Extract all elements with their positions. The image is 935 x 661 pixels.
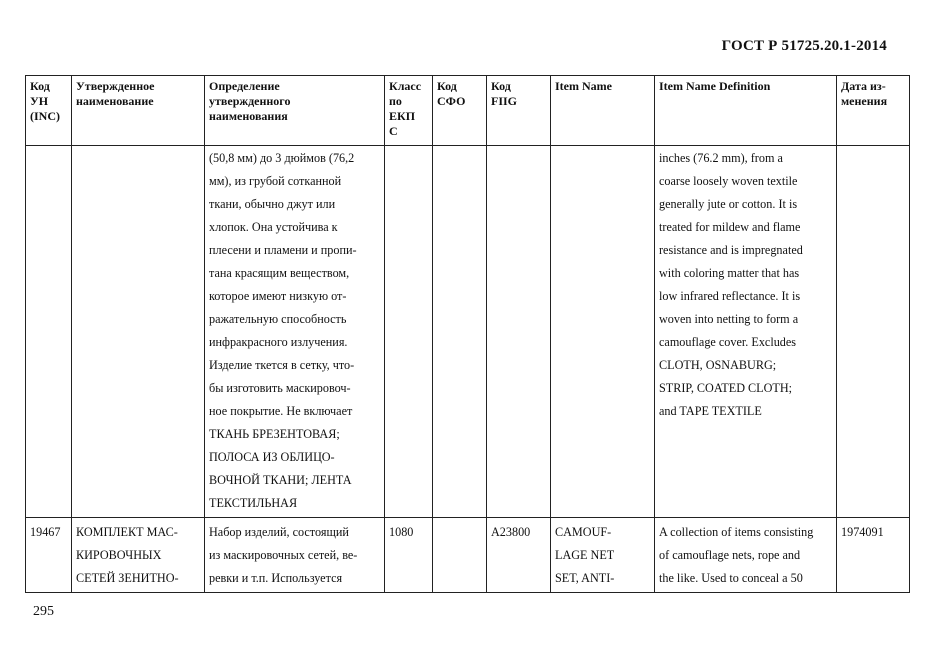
cell-change-date <box>837 146 910 518</box>
cell-line: КОМПЛЕКТ МАС- <box>76 525 178 539</box>
cell-definition-en <box>655 518 837 593</box>
cell-line: inches (76.2 mm), from a <box>659 151 783 165</box>
cell-line: из маскировочных сетей, ве- <box>209 548 358 562</box>
cell-line: 19467 <box>30 525 61 539</box>
header-line: Код <box>491 79 511 93</box>
header-definition-ru <box>205 76 385 146</box>
cell-line: CLOTH, OSNABURG; <box>659 358 777 372</box>
cell-line: 1080 <box>389 525 414 539</box>
header-line: Определение <box>209 79 280 93</box>
cell-line: and TAPE TEXTILE <box>659 404 762 418</box>
cell-line: ное покрытие. Не включает <box>209 404 353 418</box>
cell-line: SET, ANTI- <box>555 571 615 585</box>
cell-line: Набор изделий, состоящий <box>209 525 349 539</box>
header-line: наименование <box>76 94 154 108</box>
cell-line: тана красящим веществом, <box>209 266 350 280</box>
cell-line: A23800 <box>491 525 531 539</box>
header-line: наименования <box>209 109 288 123</box>
header-item-name <box>551 76 655 146</box>
cell-line: бы изготовить маскировоч- <box>209 381 351 395</box>
cell-definition-ru <box>205 146 385 518</box>
header-line: менения <box>841 94 888 108</box>
cell-line: 1974091 <box>841 525 884 539</box>
table-row <box>26 518 910 593</box>
cell-approved-name <box>72 146 205 518</box>
header-fiig <box>487 76 551 146</box>
cell-definition-en <box>655 146 837 518</box>
cell-line: treated for mildew and flame <box>659 220 801 234</box>
document-header: ГОСТ Р 51725.20.1-2014 <box>721 38 887 54</box>
cell-ekps-class <box>385 146 433 518</box>
cell-definition-ru <box>205 518 385 593</box>
header-line: Код <box>437 79 457 93</box>
table-row <box>26 146 910 518</box>
cell-line: Изделие ткется в сетку, что- <box>209 358 355 372</box>
header-item-name-definition <box>655 76 837 146</box>
cell-line: CAMOUF- <box>555 525 612 539</box>
cell-line: ткани, обычно джут или <box>209 197 336 211</box>
header-line: Дата из- <box>841 79 886 93</box>
cell-line: ревки и т.п. Используется <box>209 571 343 585</box>
cell-sfo-code <box>433 518 487 593</box>
cell-line: STRIP, COATED CLOTH; <box>659 381 793 395</box>
cell-ekps-class <box>385 518 433 593</box>
cell-line: with coloring matter that has <box>659 266 800 280</box>
header-line: СФО <box>437 94 466 108</box>
cell-fiig <box>487 146 551 518</box>
cell-line: хлопок. Она устойчива к <box>209 220 338 234</box>
cell-line: generally jute or cotton. It is <box>659 197 798 211</box>
cell-item-name <box>551 146 655 518</box>
cell-line: инфракрасного излучения. <box>209 335 348 349</box>
cell-approved-name <box>72 518 205 593</box>
header-line: УН <box>30 94 49 108</box>
header-line: утвержденного <box>209 94 291 108</box>
cell-fiig <box>487 518 551 593</box>
cell-line: of camouflage nets, rope and <box>659 548 801 562</box>
cell-line: плесени и пламени и пропи- <box>209 243 357 257</box>
header-approved-name <box>72 76 205 146</box>
cell-line: resistance and is impregnated <box>659 243 803 257</box>
cell-line: low infrared reflectance. It is <box>659 289 801 303</box>
cell-line: ВОЧНОЙ ТКАНИ; ЛЕНТА <box>209 473 352 487</box>
cell-change-date <box>837 518 910 593</box>
cell-line: КИРОВОЧНЫХ <box>76 548 162 562</box>
catalog-table <box>25 75 910 593</box>
header-line: С <box>389 124 398 138</box>
cell-line: the like. Used to conceal a 50 <box>659 571 803 585</box>
header-line: (INC) <box>30 109 60 123</box>
header-line: Утвержденное <box>76 79 155 93</box>
cell-item-name <box>551 518 655 593</box>
header-line: по <box>389 94 402 108</box>
cell-sfo-code <box>433 146 487 518</box>
header-line: FIIG <box>491 94 518 108</box>
cell-line: мм), из грубой сотканной <box>209 174 342 188</box>
header-line: Item Name <box>555 79 612 93</box>
header-inc <box>26 76 72 146</box>
header-line: ЕКП <box>389 109 416 123</box>
page-number: 295 <box>33 604 54 619</box>
header-line: Класс <box>389 79 422 93</box>
cell-line: ТЕКСТИЛЬНАЯ <box>209 496 298 510</box>
cell-line: woven into netting to form a <box>659 312 799 326</box>
cell-line: coarse loosely woven textile <box>659 174 798 188</box>
table-header-row <box>26 76 910 146</box>
cell-line: LAGE NET <box>555 548 615 562</box>
cell-line: СЕТЕЙ ЗЕНИТНО- <box>76 571 179 585</box>
cell-line: (50,8 мм) до 3 дюймов (76,2 <box>209 151 355 165</box>
cell-line: camouflage cover. Excludes <box>659 335 797 349</box>
cell-line: ражательную способность <box>209 312 347 326</box>
header-line: Код <box>30 79 50 93</box>
cell-inc <box>26 146 72 518</box>
cell-inc <box>26 518 72 593</box>
header-ekps-class <box>385 76 433 146</box>
cell-line: ПОЛОСА ИЗ ОБЛИЦО- <box>209 450 335 464</box>
header-change-date <box>837 76 910 146</box>
header-line: Item Name Definition <box>659 79 771 93</box>
cell-line: ТКАНЬ БРЕЗЕНТОВАЯ; <box>209 427 340 441</box>
header-sfo-code <box>433 76 487 146</box>
cell-line: которое имеют низкую от- <box>209 289 347 303</box>
cell-line: A collection of items consisting <box>659 525 814 539</box>
